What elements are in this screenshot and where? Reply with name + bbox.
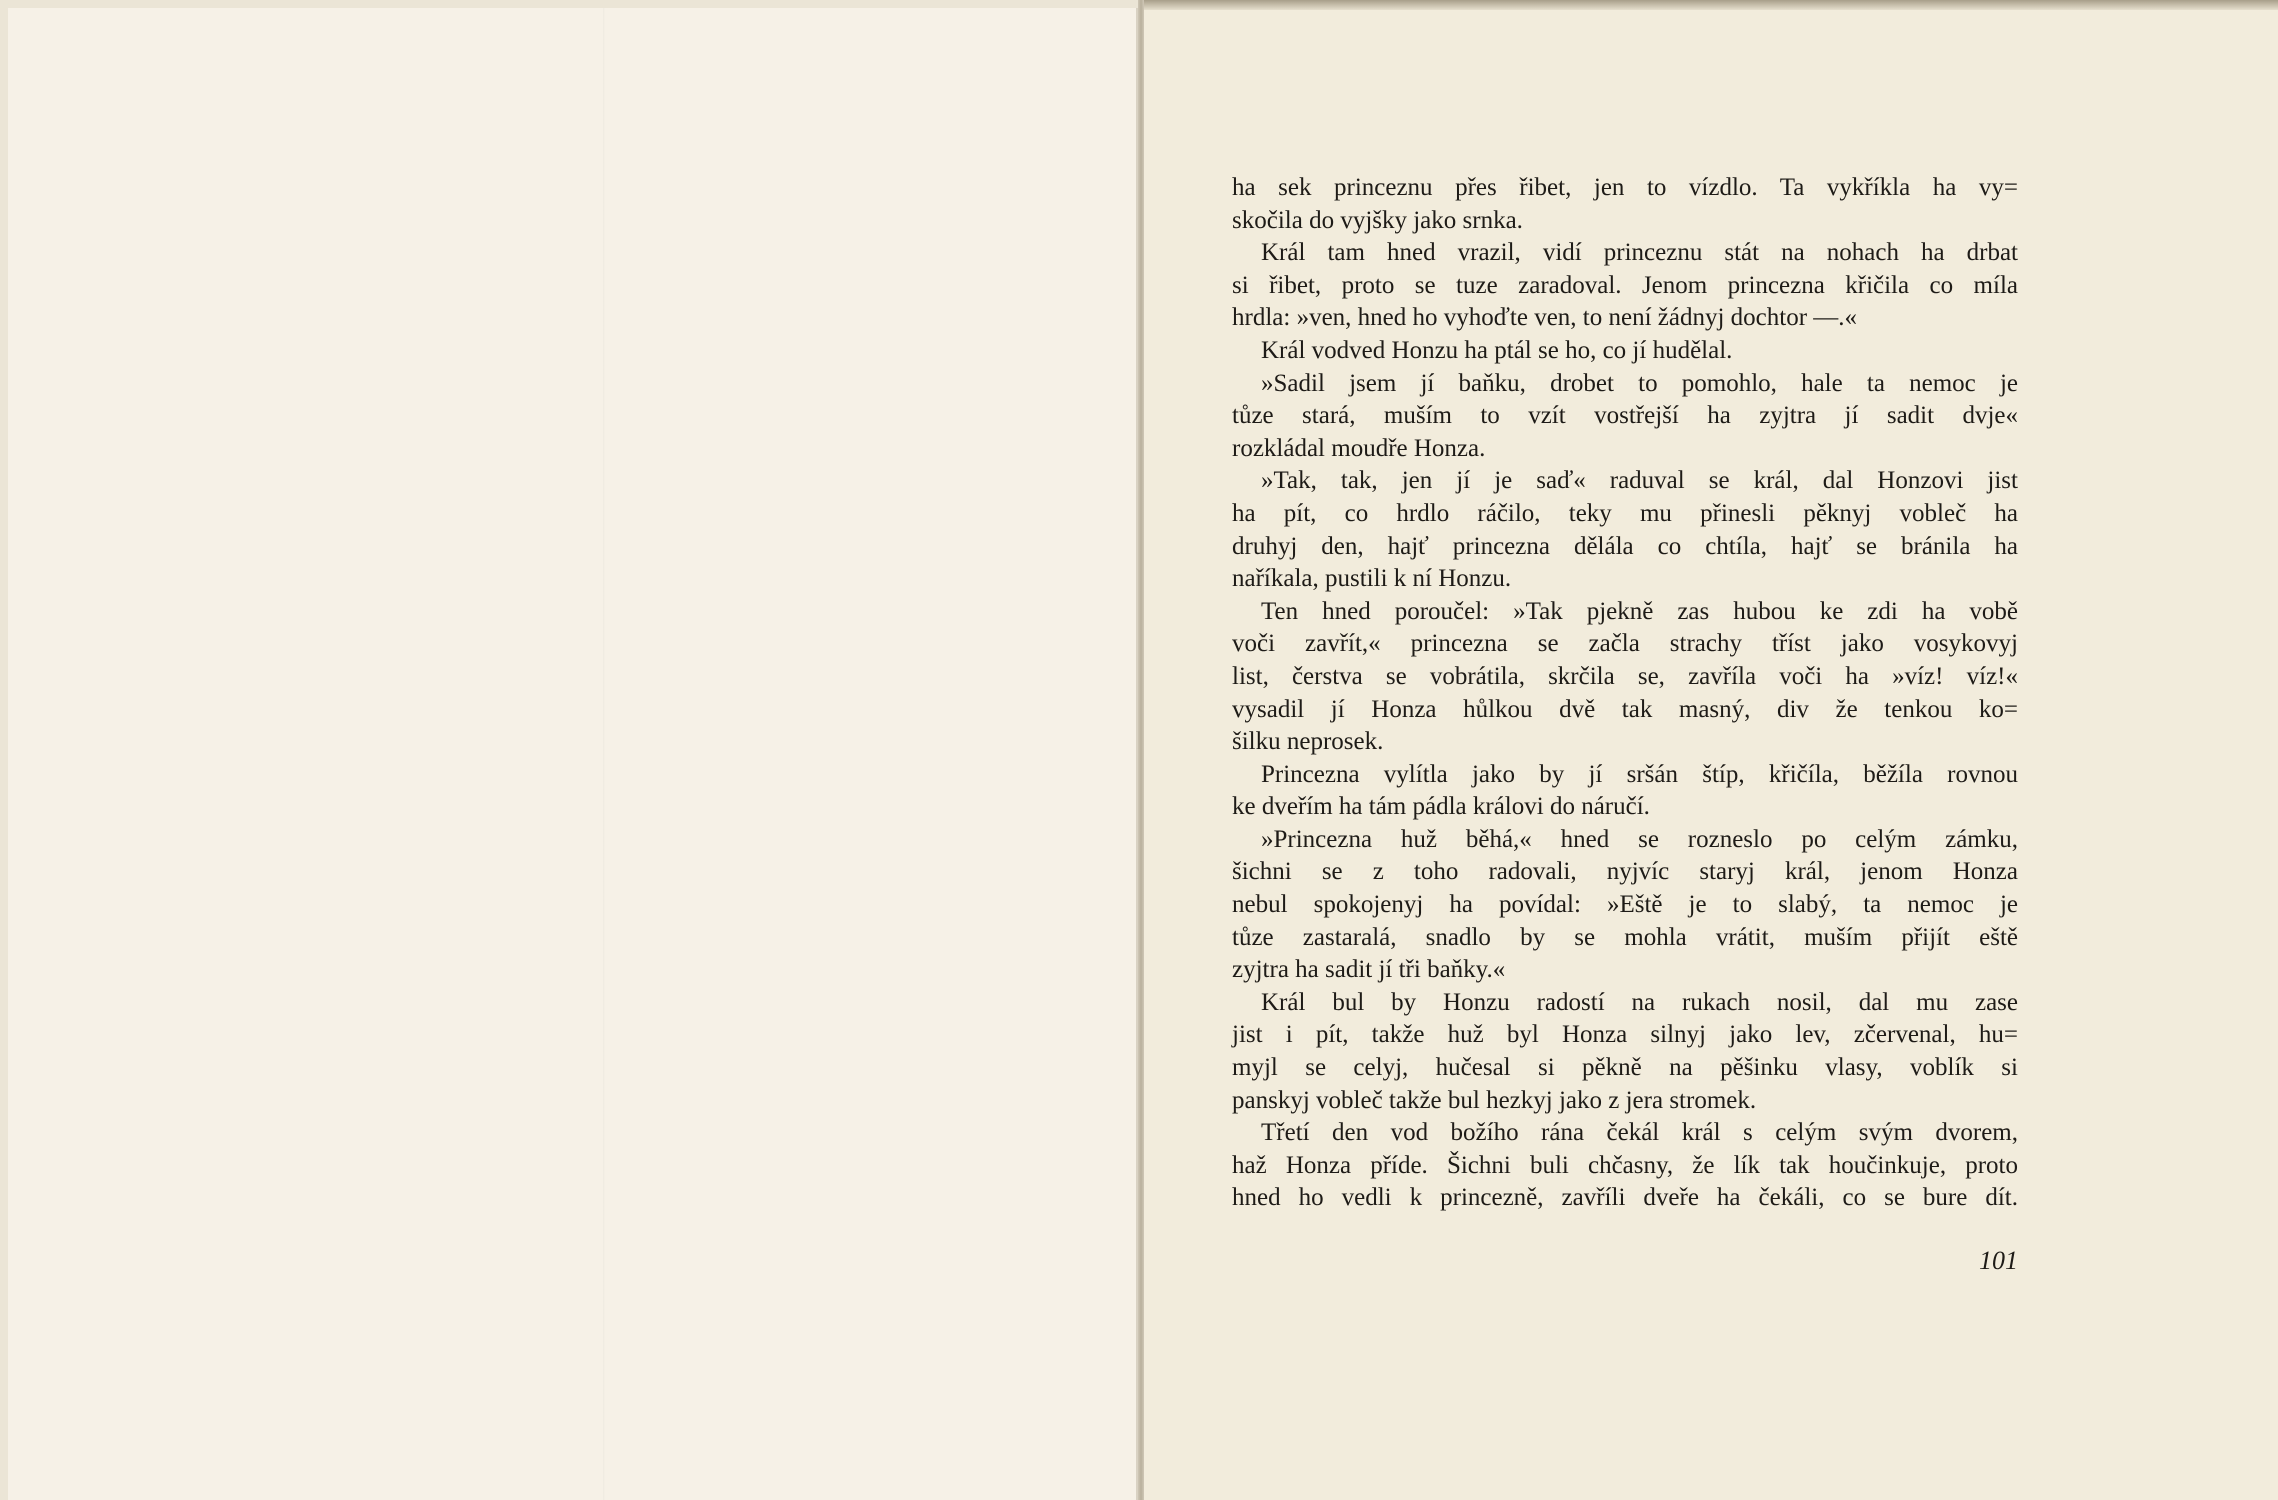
text-line: list, čerstva se vobrátila, skrčila se, zavříla voči ha »víz! víz!« <box>1232 662 2018 690</box>
text-line: Princezna vylítla jako by jí sršán štíp, křičíla, běžíla rovnou <box>1261 760 2018 788</box>
text-line: »Sadil jsem jí baňku, drobet to pomohlo, hale ta nemoc je <box>1261 369 2018 397</box>
text-line: šilku neprosek. <box>1232 728 1384 756</box>
text-line: »Tak, tak, jen jí je saď« raduval se král, dal Honzovi jist <box>1261 467 2018 495</box>
page-number: 101 <box>1979 1246 2018 1275</box>
text-line: naříkala, pustili k ní Honzu. <box>1232 565 1512 593</box>
body-text <box>1232 172 2018 1215</box>
text-line: hned ho vedli k princezně, zavříli dveře ha čekáli, co se bure dít. <box>1232 1184 2018 1212</box>
text-line: panskyj vobleč takže bul hezkyj jako z jera stromek. <box>1232 1086 1757 1114</box>
text-line: druhyj den, hajť princezna dělála co chtíla, hajť se bránila ha <box>1232 532 2018 560</box>
text-line: Ten hned poroučel: »Tak pjekně zas hubou ke zdi ha vobě <box>1261 597 2018 625</box>
text-line: hrdla: »ven, hned ho vyhoďte ven, to není žádnyj dochtor —.« <box>1232 304 1858 332</box>
text-line: Král vodved Honzu ha ptál se ho, co jí hudělal. <box>1261 336 1733 364</box>
text-line: šichni se z toho radovali, nyjvíc staryj král, jenom Honza <box>1232 858 2018 886</box>
text-line: ha sek princeznu přes řibet, jen to vízdlo. Ta vykříkla ha vy= <box>1232 174 2018 201</box>
text-line: myjl se celyj, hučesal si pěkně na pěšinku vlasy, voblík si <box>1232 1054 2018 1082</box>
page-fold-line <box>603 8 605 1500</box>
text-line: haž Honza příde. Šichni buli chčasny, že lík tak houčinkuje, proto <box>1232 1151 2018 1179</box>
text-line: si řibet, proto se tuze zaradoval. Jenom princezna křičila co míla <box>1232 271 2018 299</box>
text-line: Král bul by Honzu radostí na rukach nosil, dal mu zase <box>1261 988 2018 1016</box>
text-line: vysadil jí Honza hůlkou dvě tak masný, div že tenkou ko= <box>1232 695 2018 723</box>
text-line: Král tam hned vrazil, vidí princeznu stát na nohach ha drbat <box>1261 239 2018 267</box>
text-line: tůze stará, muším to vzít vostřejší ha zyjtra jí sadit dvje« <box>1232 402 2018 430</box>
text-line: tůze zastaralá, snadlo by se mohla vrátit, muším přijít eště <box>1232 923 2018 951</box>
text-line: Třetí den vod božího rána čekál král s celým svým dvorem, <box>1261 1119 2018 1147</box>
text-line: ke dveřím ha tám pádla královi do náručí. <box>1232 793 1650 821</box>
text-line: zyjtra ha sadit jí tři baňky.« <box>1232 956 1506 984</box>
left-page <box>8 8 1138 1500</box>
page-top-edge <box>1144 0 2278 10</box>
text-line: »Princezna huž běhá,« hned se rozneslo po celým zámku, <box>1261 825 2018 853</box>
text-line: skočila do vyjšky jako srnka. <box>1232 206 1523 234</box>
right-page <box>1144 10 2278 1500</box>
text-line: rozkládal moudře Honza. <box>1232 434 1486 462</box>
text-line: jist i pít, takže huž byl Honza silnyj jako lev, zčervenal, hu= <box>1232 1021 2018 1049</box>
text-line: voči zavřít,« princezna se začla strachy tříst jako vosykovyj <box>1232 630 2018 658</box>
text-line: ha pít, co hrdlo ráčilo, teky mu přinesli pěknyj vobleč ha <box>1232 499 2018 527</box>
text-line: nebul spokojenyj ha povídal: »Eště je to slabý, ta nemoc je <box>1232 891 2018 919</box>
